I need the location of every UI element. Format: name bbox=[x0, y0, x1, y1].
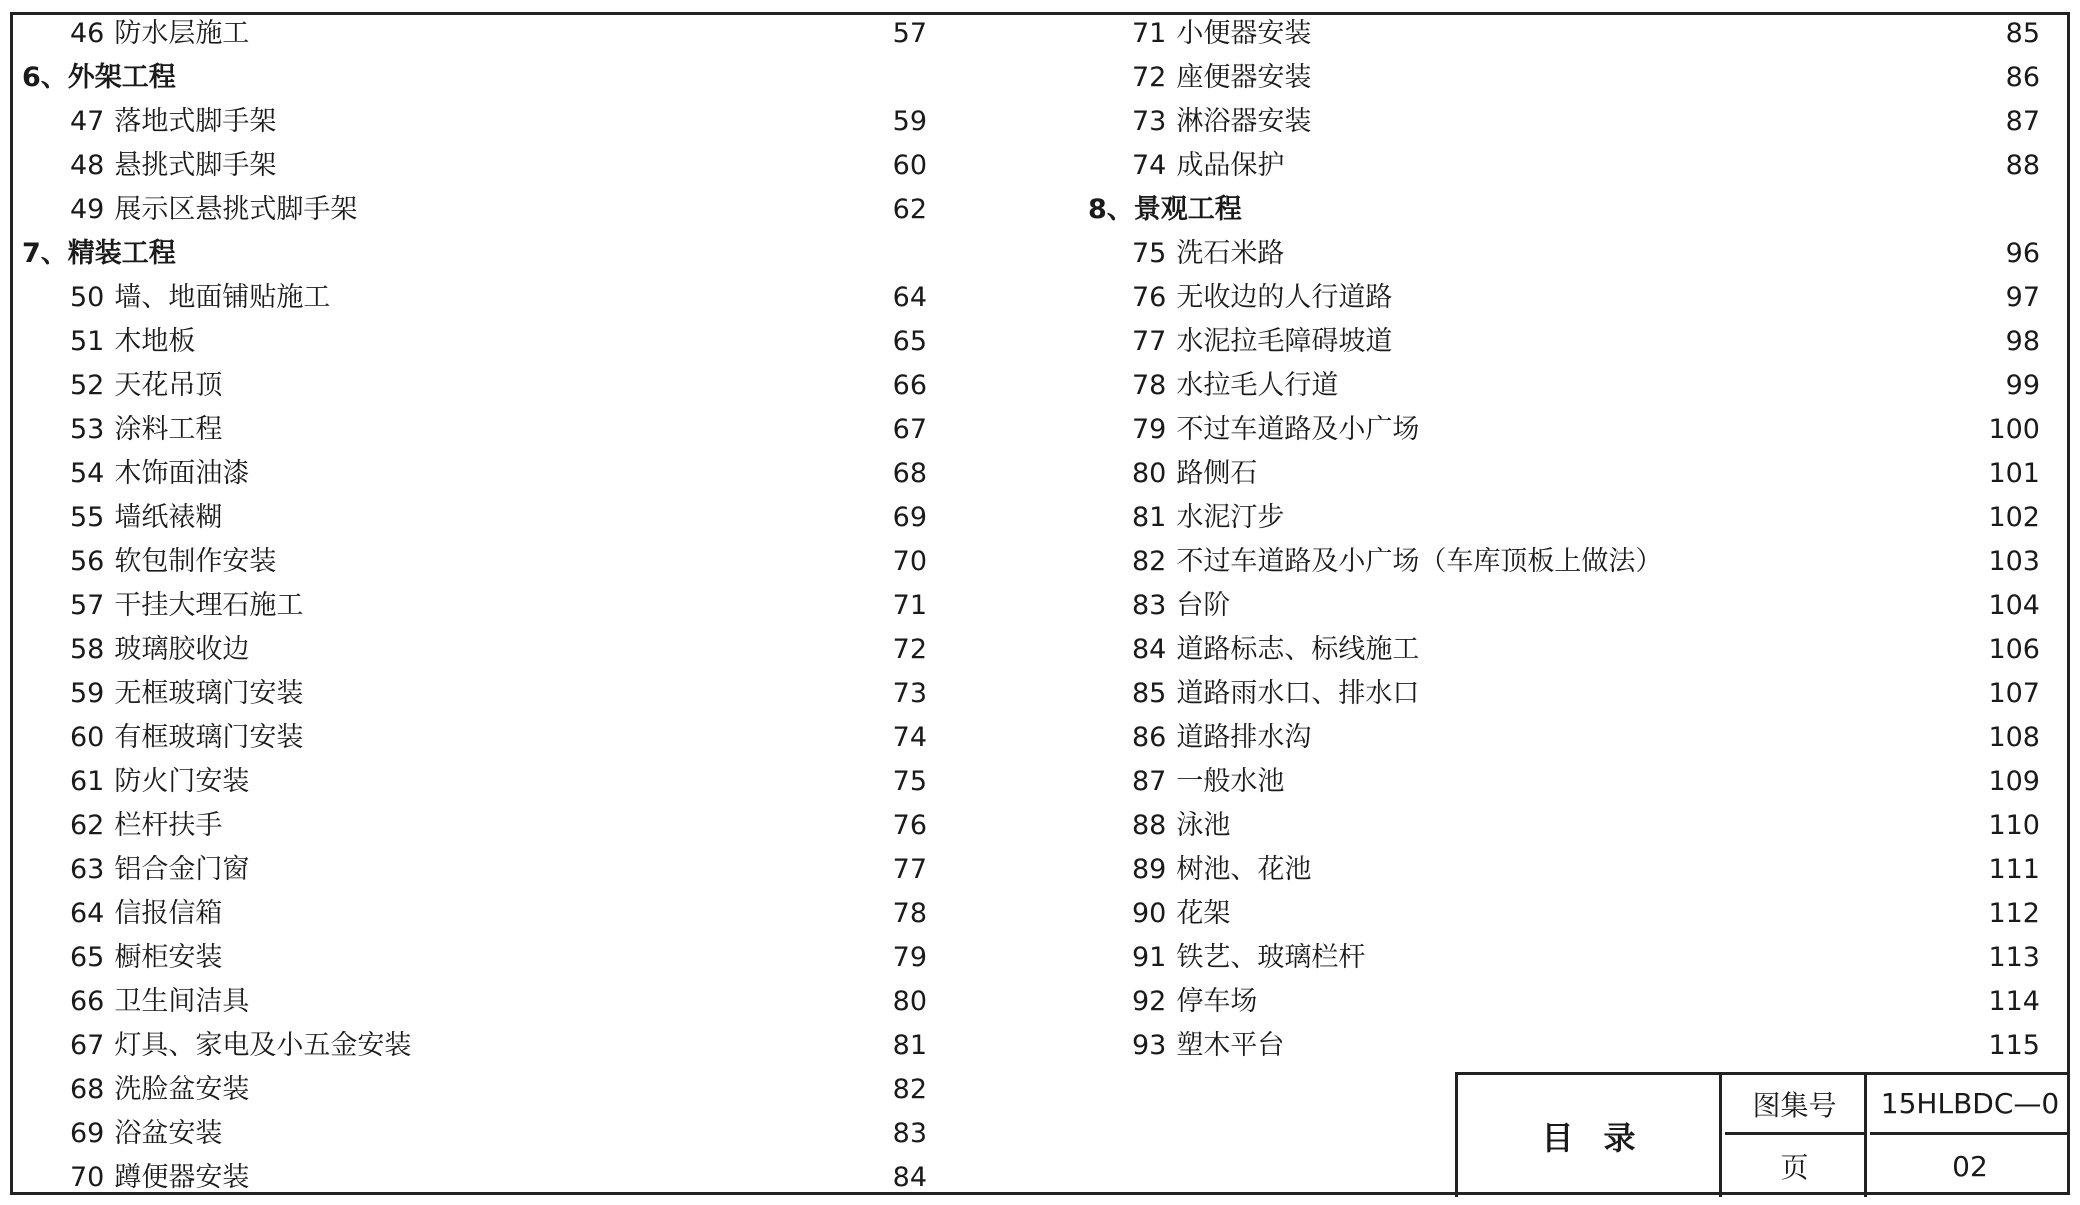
toc-entry bbox=[1080, 892, 2040, 936]
toc-entry-number: 66 bbox=[70, 986, 105, 1017]
toc-entry-page: 77 bbox=[892, 854, 927, 885]
toc-entry-title: 有框玻璃门安装 bbox=[114, 722, 304, 753]
toc-entry-number: 59 bbox=[70, 678, 105, 709]
dot-leader bbox=[228, 936, 873, 980]
toc-entry-number: 82 bbox=[1132, 546, 1167, 577]
toc-entry-page: 85 bbox=[2005, 18, 2040, 49]
toc-entry-number: 60 bbox=[70, 722, 105, 753]
toc-entry bbox=[22, 320, 927, 364]
dot-leader bbox=[255, 1068, 873, 1112]
toc-entry-title: 铝合金门窗 bbox=[114, 854, 250, 885]
toc-entry-title: 浴盆安装 bbox=[114, 1118, 223, 1149]
dot-leader bbox=[1317, 56, 1986, 100]
toc-entry-page: 86 bbox=[2005, 62, 2040, 93]
atlas-number-label: 图集号 bbox=[1725, 1075, 1867, 1135]
toc-section-heading: 6、外架工程 bbox=[22, 62, 176, 93]
toc-entry-title: 花架 bbox=[1176, 898, 1231, 929]
toc-entry-title: 成品保护 bbox=[1176, 150, 1285, 181]
dot-leader bbox=[1371, 936, 1982, 980]
toc-entry-title: 座便器安装 bbox=[1176, 62, 1312, 93]
toc-entry-number: 79 bbox=[1132, 414, 1167, 445]
toc-entry bbox=[22, 980, 927, 1024]
toc-entry-title: 泳池 bbox=[1176, 810, 1231, 841]
toc-entry-number: 90 bbox=[1132, 898, 1167, 929]
toc-entry-number: 55 bbox=[70, 502, 105, 533]
dot-leader bbox=[1290, 144, 1986, 188]
toc-entry-title: 不过车道路及小广场 bbox=[1176, 414, 1420, 445]
toc-entry-title: 塑木平台 bbox=[1176, 1030, 1285, 1061]
dot-leader bbox=[228, 364, 873, 408]
toc-entry-number: 68 bbox=[70, 1074, 105, 1105]
dot-leader bbox=[255, 848, 873, 892]
page-number-value: 02 bbox=[1952, 1149, 1988, 1183]
toc-entry-number: 74 bbox=[1132, 150, 1167, 181]
toc-entry-title: 台阶 bbox=[1176, 590, 1231, 621]
dot-leader bbox=[282, 100, 873, 144]
dot-leader bbox=[1317, 716, 1982, 760]
toc-entry-title: 道路标志、标线施工 bbox=[1176, 634, 1420, 665]
toc-entry-page: 71 bbox=[892, 590, 927, 621]
dot-leader bbox=[228, 1112, 873, 1156]
toc-entry-title: 路侧石 bbox=[1176, 458, 1258, 489]
toc-entry-number: 81 bbox=[1132, 502, 1167, 533]
toc-entry bbox=[22, 1068, 927, 1112]
toc-entry-number: 47 bbox=[70, 106, 105, 137]
toc-entry-number: 50 bbox=[70, 282, 105, 313]
toc-entry bbox=[22, 848, 927, 892]
toc-entry-number: 77 bbox=[1132, 326, 1167, 357]
toc-entry bbox=[1080, 1024, 2040, 1068]
dot-leader bbox=[309, 672, 873, 716]
dot-leader bbox=[417, 1024, 873, 1068]
document-title: 目录 bbox=[1458, 1075, 1722, 1197]
toc-entry-number: 64 bbox=[70, 898, 105, 929]
toc-entry bbox=[1080, 716, 2040, 760]
toc-entry-page: 68 bbox=[892, 458, 927, 489]
toc-entry bbox=[22, 540, 927, 584]
dot-leader bbox=[1425, 408, 1982, 452]
toc-entry bbox=[22, 1156, 927, 1200]
toc-entry-title: 橱柜安装 bbox=[114, 942, 223, 973]
dot-leader bbox=[228, 804, 873, 848]
dot-leader bbox=[1317, 848, 1982, 892]
toc-entry-page: 83 bbox=[892, 1118, 927, 1149]
dot-leader bbox=[282, 540, 873, 584]
toc-entry-page: 75 bbox=[892, 766, 927, 797]
toc-entry-page: 112 bbox=[1988, 898, 2040, 929]
dot-leader bbox=[255, 628, 873, 672]
toc-section-heading: 7、精装工程 bbox=[22, 238, 176, 269]
toc-entry-title: 墙纸裱糊 bbox=[114, 502, 223, 533]
toc-entry-number: 56 bbox=[70, 546, 105, 577]
toc-entry bbox=[1080, 364, 2040, 408]
dot-leader bbox=[1317, 100, 1986, 144]
toc-entry-page: 65 bbox=[892, 326, 927, 357]
toc-entry-title: 天花吊顶 bbox=[114, 370, 223, 401]
toc-entry bbox=[1080, 276, 2040, 320]
toc-entry bbox=[22, 1024, 927, 1068]
toc-entry-page: 72 bbox=[892, 634, 927, 665]
toc-entry-number: 91 bbox=[1132, 942, 1167, 973]
dot-leader bbox=[1290, 496, 1982, 540]
toc-entry bbox=[1080, 12, 2040, 56]
toc-entry-title: 道路雨水口、排水口 bbox=[1176, 678, 1420, 709]
dot-leader bbox=[309, 716, 873, 760]
frame-left-border bbox=[10, 12, 13, 1192]
toc-entry bbox=[1080, 408, 2040, 452]
toc-entry-page: 82 bbox=[892, 1074, 927, 1105]
toc-entry-number: 87 bbox=[1132, 766, 1167, 797]
toc-entry-number: 85 bbox=[1132, 678, 1167, 709]
toc-entry-page: 96 bbox=[2005, 238, 2040, 269]
toc-entry-page: 59 bbox=[892, 106, 927, 137]
toc-entry-title: 不过车道路及小广场（车库顶板上做法） bbox=[1176, 546, 1663, 577]
toc-entry-number: 62 bbox=[70, 810, 105, 841]
dot-leader bbox=[336, 276, 873, 320]
toc-entry-title: 木地板 bbox=[114, 326, 196, 357]
toc-entry bbox=[22, 936, 927, 980]
toc-entry-page: 110 bbox=[1988, 810, 2040, 841]
toc-entry-page: 99 bbox=[2005, 370, 2040, 401]
toc-entry-page: 84 bbox=[892, 1162, 927, 1193]
toc-entry bbox=[22, 804, 927, 848]
toc-entry-number: 80 bbox=[1132, 458, 1167, 489]
toc-entry bbox=[22, 892, 927, 936]
toc-entry bbox=[22, 628, 927, 672]
toc-entry-page: 69 bbox=[892, 502, 927, 533]
toc-entry-number: 84 bbox=[1132, 634, 1167, 665]
toc-entry bbox=[22, 452, 927, 496]
toc-entry-page: 106 bbox=[1988, 634, 2040, 665]
toc-entry-page: 81 bbox=[892, 1030, 927, 1061]
toc-entry bbox=[1080, 936, 2040, 980]
toc-entry-title: 落地式脚手架 bbox=[114, 106, 277, 137]
toc-entry-title: 停车场 bbox=[1176, 986, 1258, 1017]
toc-entry-title: 墙、地面铺贴施工 bbox=[114, 282, 331, 313]
toc-entry-page: 76 bbox=[892, 810, 927, 841]
title-block bbox=[1455, 1072, 2070, 1197]
toc-entry-page: 111 bbox=[1988, 854, 2040, 885]
toc-entry-number: 73 bbox=[1132, 106, 1167, 137]
toc-entry-number: 76 bbox=[1132, 282, 1167, 313]
toc-entry bbox=[1080, 144, 2040, 188]
toc-entry bbox=[22, 760, 927, 804]
toc-left-column bbox=[22, 12, 927, 1200]
toc-entry-title: 洗石米路 bbox=[1176, 238, 1285, 269]
dot-leader bbox=[1263, 452, 1982, 496]
toc-entry-title: 铁艺、玻璃栏杆 bbox=[1176, 942, 1366, 973]
toc-entry-number: 46 bbox=[70, 18, 105, 49]
toc-entry bbox=[22, 188, 927, 232]
toc-entry-number: 72 bbox=[1132, 62, 1167, 93]
toc-entry-number: 69 bbox=[70, 1118, 105, 1149]
toc-entry bbox=[1080, 56, 2040, 100]
dot-leader bbox=[1344, 364, 1986, 408]
toc-entry-title: 水泥拉毛障碍坡道 bbox=[1176, 326, 1393, 357]
dot-leader bbox=[1317, 12, 1986, 56]
toc-entry-page: 104 bbox=[1988, 590, 2040, 621]
toc-entry bbox=[22, 408, 927, 452]
toc-entry-page: 67 bbox=[892, 414, 927, 445]
dot-leader bbox=[255, 760, 873, 804]
toc-entry-page: 64 bbox=[892, 282, 927, 313]
toc-entry-title: 玻璃胶收边 bbox=[114, 634, 250, 665]
toc-entry bbox=[22, 496, 927, 540]
toc-entry-title: 防火门安装 bbox=[114, 766, 250, 797]
toc-entry-page: 113 bbox=[1988, 942, 2040, 973]
toc-entry-number: 52 bbox=[70, 370, 105, 401]
toc-entry bbox=[22, 672, 927, 716]
page-label: 页 bbox=[1725, 1135, 1867, 1197]
dot-leader bbox=[1398, 320, 1986, 364]
toc-entry-number: 53 bbox=[70, 414, 105, 445]
toc-entry-page: 100 bbox=[1988, 414, 2040, 445]
toc-section-heading: 8、景观工程 bbox=[1088, 194, 1242, 225]
toc-entry-page: 88 bbox=[2005, 150, 2040, 181]
toc-entry-title: 涂料工程 bbox=[114, 414, 223, 445]
toc-entry-page: 98 bbox=[2005, 326, 2040, 357]
dot-leader bbox=[1236, 584, 1982, 628]
dot-leader bbox=[309, 584, 873, 628]
toc-entry bbox=[22, 584, 927, 628]
toc-entry-title: 干挂大理石施工 bbox=[114, 590, 304, 621]
dot-leader bbox=[1668, 540, 1982, 584]
toc-entry bbox=[1080, 540, 2040, 584]
toc-right-column bbox=[1080, 12, 2040, 1068]
toc-entry-number: 63 bbox=[70, 854, 105, 885]
toc-entry-number: 65 bbox=[70, 942, 105, 973]
toc-entry bbox=[1080, 452, 2040, 496]
toc-entry-page: 57 bbox=[892, 18, 927, 49]
toc-entry-page: 102 bbox=[1988, 502, 2040, 533]
toc-entry-title: 水泥汀步 bbox=[1176, 502, 1285, 533]
toc-entry-number: 86 bbox=[1132, 722, 1167, 753]
toc-entry bbox=[1080, 980, 2040, 1024]
toc-entry-number: 49 bbox=[70, 194, 105, 225]
toc-entry-number: 89 bbox=[1132, 854, 1167, 885]
toc-entry-title: 淋浴器安装 bbox=[1176, 106, 1312, 137]
toc-entry bbox=[22, 12, 927, 56]
toc-entry bbox=[22, 716, 927, 760]
toc-entry-page: 87 bbox=[2005, 106, 2040, 137]
toc-entry-title: 灯具、家电及小五金安装 bbox=[114, 1030, 412, 1061]
toc-entry-number: 78 bbox=[1132, 370, 1167, 401]
dot-leader bbox=[1425, 672, 1982, 716]
toc-entry bbox=[22, 144, 927, 188]
toc-entry-title: 栏杆扶手 bbox=[114, 810, 223, 841]
toc-entry-title: 洗脸盆安装 bbox=[114, 1074, 250, 1105]
dot-leader bbox=[255, 980, 873, 1024]
toc-entry-page: 66 bbox=[892, 370, 927, 401]
dot-leader bbox=[228, 408, 873, 452]
toc-entry bbox=[1080, 100, 2040, 144]
toc-entry bbox=[1080, 672, 2040, 716]
toc-entry-number: 48 bbox=[70, 150, 105, 181]
atlas-number-value: 15HLBDC—0 bbox=[1870, 1075, 2070, 1135]
dot-leader bbox=[201, 320, 873, 364]
toc-entry-page: 79 bbox=[892, 942, 927, 973]
dot-leader bbox=[255, 12, 873, 56]
toc-entry-title: 卫生间洁具 bbox=[114, 986, 250, 1017]
toc-entry-number: 88 bbox=[1132, 810, 1167, 841]
toc-entry bbox=[1080, 804, 2040, 848]
toc-entry-number: 70 bbox=[70, 1162, 105, 1193]
toc-entry-page: 78 bbox=[892, 898, 927, 929]
dot-leader bbox=[1263, 980, 1982, 1024]
toc-entry-number: 61 bbox=[70, 766, 105, 797]
dot-leader bbox=[363, 188, 873, 232]
toc-entry-title: 道路排水沟 bbox=[1176, 722, 1312, 753]
toc-entry-page: 62 bbox=[892, 194, 927, 225]
dot-leader bbox=[255, 1156, 873, 1200]
toc-entry-page: 80 bbox=[892, 986, 927, 1017]
toc-entry bbox=[1080, 320, 2040, 364]
toc-entry bbox=[1080, 496, 2040, 540]
dot-leader bbox=[228, 496, 873, 540]
dot-leader bbox=[1290, 760, 1982, 804]
toc-entry-number: 67 bbox=[70, 1030, 105, 1061]
toc-entry-number: 83 bbox=[1132, 590, 1167, 621]
toc-entry-number: 57 bbox=[70, 590, 105, 621]
dot-leader bbox=[1290, 232, 1986, 276]
toc-entry-title: 一般水池 bbox=[1176, 766, 1285, 797]
toc-entry-number: 54 bbox=[70, 458, 105, 489]
dot-leader bbox=[1398, 276, 1986, 320]
dot-leader bbox=[255, 452, 873, 496]
toc-entry-page: 114 bbox=[1988, 986, 2040, 1017]
toc-entry-number: 93 bbox=[1132, 1030, 1167, 1061]
toc-entry-page: 103 bbox=[1988, 546, 2040, 577]
toc-entry bbox=[1080, 848, 2040, 892]
toc-entry-page: 108 bbox=[1988, 722, 2040, 753]
toc-entry bbox=[22, 1112, 927, 1156]
frame-right-border bbox=[2067, 12, 2070, 1195]
toc-entry bbox=[1080, 628, 2040, 672]
toc-entry bbox=[1080, 584, 2040, 628]
dot-leader bbox=[1425, 628, 1982, 672]
toc-entry-title: 信报信箱 bbox=[114, 898, 223, 929]
toc-entry-title: 无收边的人行道路 bbox=[1176, 282, 1393, 313]
toc-entry bbox=[22, 276, 927, 320]
toc-entry-title: 蹲便器安装 bbox=[114, 1162, 250, 1193]
toc-entry-number: 71 bbox=[1132, 18, 1167, 49]
toc-entry-number: 75 bbox=[1132, 238, 1167, 269]
toc-entry-page: 73 bbox=[892, 678, 927, 709]
toc-entry bbox=[1080, 232, 2040, 276]
toc-entry-page: 97 bbox=[2005, 282, 2040, 313]
dot-leader bbox=[228, 892, 873, 936]
toc-entry bbox=[22, 364, 927, 408]
toc-entry bbox=[22, 100, 927, 144]
toc-entry-page: 115 bbox=[1988, 1030, 2040, 1061]
toc-entry-title: 树池、花池 bbox=[1176, 854, 1312, 885]
dot-leader bbox=[1290, 1024, 1982, 1068]
toc-entry-page: 101 bbox=[1988, 458, 2040, 489]
toc-entry-page: 109 bbox=[1988, 766, 2040, 797]
toc-entry-number: 51 bbox=[70, 326, 105, 357]
toc-entry-title: 防水层施工 bbox=[114, 18, 250, 49]
toc-entry-title: 小便器安装 bbox=[1176, 18, 1312, 49]
toc-entry-page: 60 bbox=[892, 150, 927, 181]
toc-entry-number: 58 bbox=[70, 634, 105, 665]
toc-entry-title: 无框玻璃门安装 bbox=[114, 678, 304, 709]
toc-entry-page: 107 bbox=[1988, 678, 2040, 709]
toc-entry-title: 木饰面油漆 bbox=[114, 458, 250, 489]
dot-leader bbox=[1236, 892, 1982, 936]
toc-entry-title: 悬挑式脚手架 bbox=[114, 150, 277, 181]
toc-entry-page: 70 bbox=[892, 546, 927, 577]
toc-entry bbox=[1080, 760, 2040, 804]
dot-leader bbox=[1236, 804, 1982, 848]
toc-entry-title: 水拉毛人行道 bbox=[1176, 370, 1339, 401]
toc-entry-page: 74 bbox=[892, 722, 927, 753]
toc-entry-title: 展示区悬挑式脚手架 bbox=[114, 194, 358, 225]
toc-entry-number: 92 bbox=[1132, 986, 1167, 1017]
toc-entry-title: 软包制作安装 bbox=[114, 546, 277, 577]
dot-leader bbox=[282, 144, 873, 188]
